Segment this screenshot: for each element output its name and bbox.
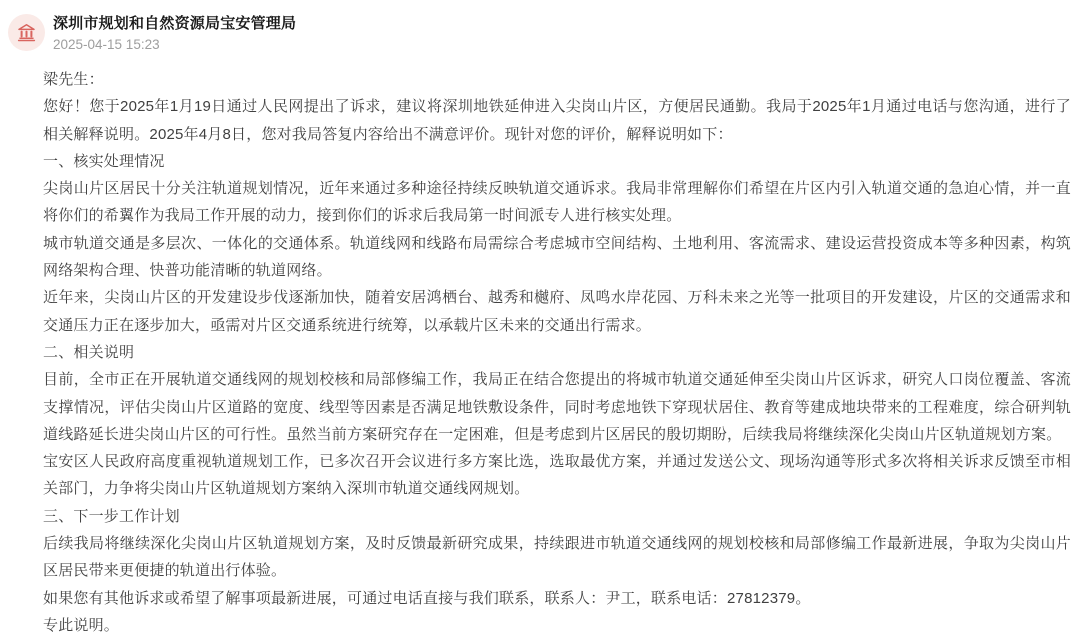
letter-paragraph: 您好！您于2025年1月19日通过人民网提出了诉求，建议将深圳地铁延伸进入尖岗山片区，方便居民通勤。我局于2025年1月通过电话与您沟通，进行了相关解释说明。2025年4月8日，您对我局答复内容给出不满意评价。现针对您的评价，解释说明如下： — [43, 98, 1071, 143]
agency-avatar — [8, 14, 45, 51]
message-header — [0, 0, 1080, 64]
government-building-icon — [16, 22, 37, 43]
timestamp: 2025-04-15 15:23 — [53, 37, 160, 52]
contact-paragraph: 如果您有其他诉求或希望了解事项最新进展，可通过电话直接与我们联系，联系人：尹工，联系电话：27812379。 — [43, 589, 811, 607]
letter-paragraph: 目前，全市正在开展轨道交通线网的规划校核和局部修编工作，我局正在结合您提出的将城市轨道交通延伸至尖岗山片区诉求，研究人口岗位覆盖、客流支撑情况，评估尖岗山片区道路的宽度、线型等因素是否满足地铁敷设条件，同时考虑地铁下穿现状居住、教育等建成地块带来的工程难度，综合研判轨道线路延长进尖岗山片区的可行性。虽然当前方案研究存在一定困难，但是考虑到片区居民的殷切期盼，后续我局将继续深化尖岗山片区轨道规划方案。 — [43, 371, 1071, 443]
agency-name: 深圳市规划和自然资源局宝安管理局 — [53, 15, 297, 32]
letter-paragraph: 尖岗山片区居民十分关注轨道规划情况，近年来通过多种途径持续反映轨道交通诉求。我局非常理解你们希望在片区内引入轨道交通的急迫心情，并一直将你们的希翼作为我局工作开展的动力，接到你们的诉求后我局第一时间派专人进行核实处理。 — [43, 180, 1071, 225]
letter-body — [0, 64, 1080, 633]
letter-paragraph: 宝安区人民政府高度重视轨道规划工作，已多次召开会议进行多方案比选，选取最优方案，并通过发送公文、现场沟通等形式多次将相关诉求反馈至市相关部门，力争将尖岗山片区轨道规划方案纳入深圳市轨道交通线网规划。 — [43, 453, 1071, 498]
salutation: 梁先生： — [43, 71, 104, 88]
header-text — [53, 14, 296, 54]
letter-paragraph: 近年来，尖岗山片区的开发建设步伐逐渐加快，随着安居鸿栖台、越秀和樾府、凤鸣水岸花园、万科未来之光等一批项目的开发建设，片区的交通需求和交通压力正在逐步加大，亟需对片区交通系统进行统筹，以承载片区未来的交通出行需求。 — [43, 289, 1071, 334]
letter-paragraph: 后续我局将继续深化尖岗山片区轨道规划方案，及时反馈最新研究成果，持续跟进市轨道交通线网的规划校核和局部修编工作最新进展，争取为尖岗山片区居民带来更便捷的轨道出行体验。 — [43, 535, 1071, 580]
section-heading-2: 二、相关说明 — [43, 343, 135, 361]
section-heading-1: 一、核实处理情况 — [43, 152, 165, 170]
letter-paragraph: 城市轨道交通是多层次、一体化的交通体系。轨道线网和线路布局需综合考虑城市空间结构、土地利用、客流需求、建设运营投资成本等多种因素，构筑网络架构合理、快普功能清晰的轨道网络。 — [43, 234, 1071, 280]
section-heading-3: 三、下一步工作计划 — [43, 507, 180, 525]
closing-line: 专此说明。 — [43, 616, 120, 633]
